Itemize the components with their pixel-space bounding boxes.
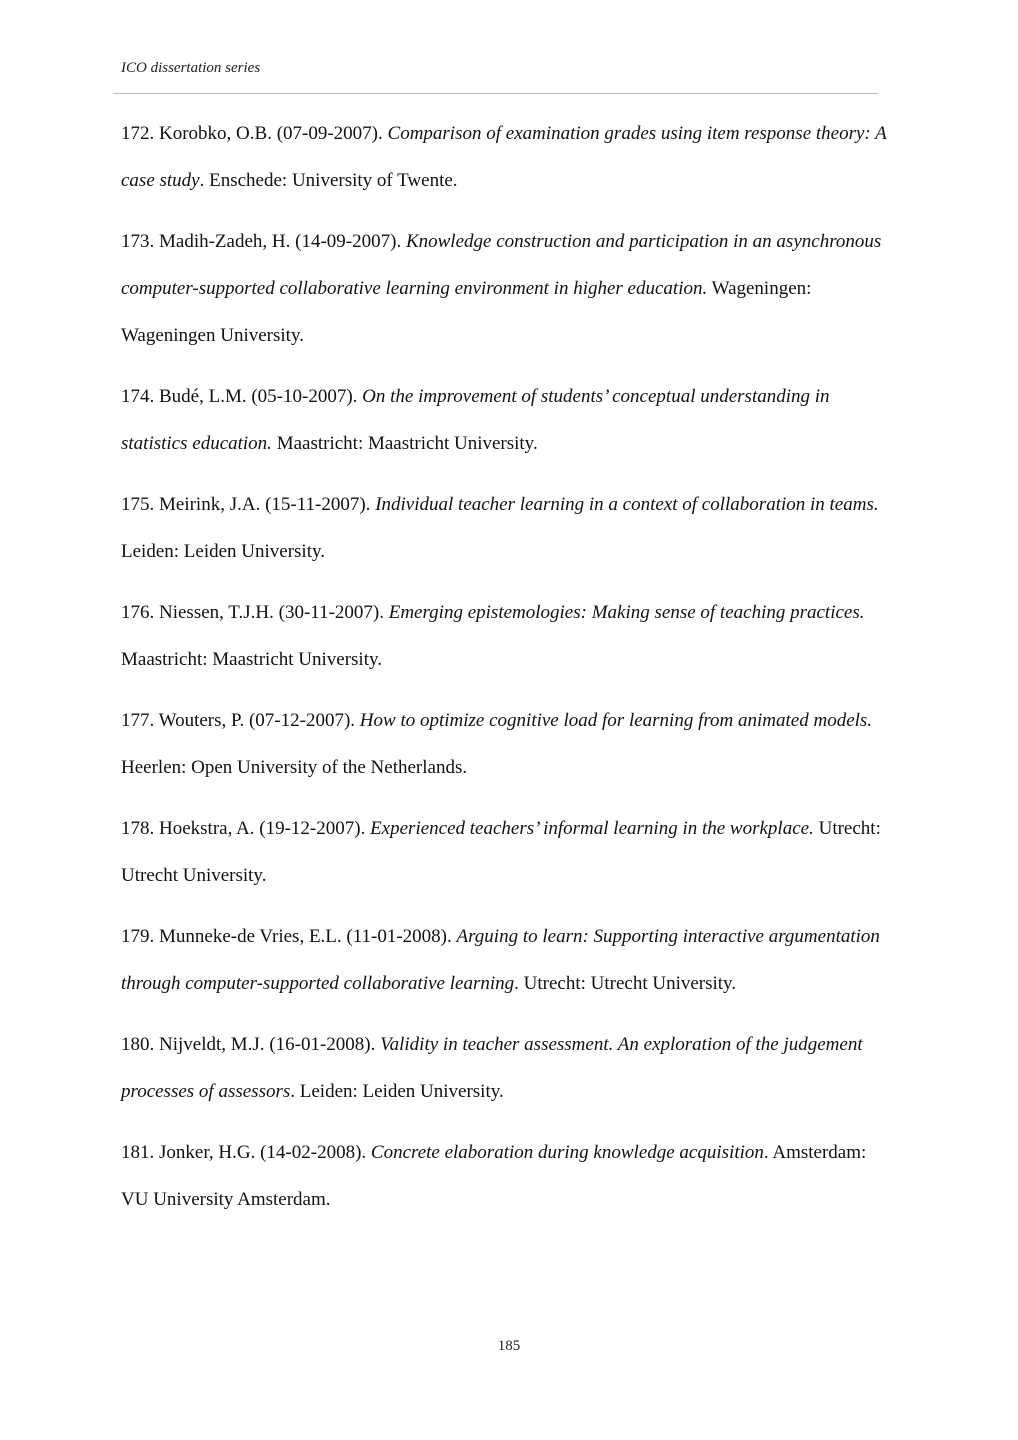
entry-publisher: Amsterdam: VU University Amsterdam. [121,1142,867,1210]
entry-title: Comparison of examination grades using item response theory: A case study [121,123,887,191]
entry-date: (07-09-2007). [276,123,383,144]
list-item [121,481,891,575]
entry-title: Concrete elaboration during knowledge acquisition [370,1142,764,1163]
entry-author: Madih-Zadeh, H. [159,231,291,252]
entry-title: Knowledge construction and participation in an asynchronous computer-supported collaborative learning environment in higher education. [121,231,882,299]
entry-number: 177. [121,710,155,731]
entry-number: 176. [121,602,155,623]
list-item [121,697,891,791]
entry-publisher: Utrecht: Utrecht University. [523,973,737,994]
entry-title-punctuation: . [763,1142,769,1163]
list-item [121,1021,891,1115]
entry-number: 173. [121,231,155,252]
entry-author: Hoekstra, A. [159,818,255,839]
entry-publisher: Leiden: Leiden University. [121,541,326,562]
entry-title: Validity in teacher assessment. An exploration of the judgement processes of assessors [121,1034,863,1102]
list-item [121,110,891,204]
entry-title: Individual teacher learning in a context of collaboration in teams. [375,494,879,515]
page-number: 185 [497,1338,521,1354]
entry-date: (14-02-2008). [260,1142,367,1163]
entry-date: (11-01-2008). [346,926,452,947]
list-item [121,218,891,359]
running-header: ICO dissertation series [121,60,261,76]
entry-number: 180. [121,1034,155,1055]
entry-date: (07-12-2007). [248,710,356,731]
entry-number: 172. [121,123,155,144]
entry-date: (05-10-2007). [251,386,358,407]
entry-number: 181. [121,1142,155,1163]
entry-title: On the improvement of students’ conceptual understanding in statistics education. [121,386,830,454]
list-item [121,1129,891,1223]
entry-number: 175. [121,494,155,515]
entry-number: 179. [121,926,155,947]
entry-publisher: Utrecht: Utrecht University. [121,818,881,886]
entry-number: 178. [121,818,155,839]
entry-date: (16-01-2008). [269,1034,376,1055]
entry-author: Korobko, O.B. [159,123,272,144]
entry-author: Nijveldt, M.J. [159,1034,265,1055]
entry-publisher: Maastricht: Maastricht University. [276,433,538,454]
entry-author: Budé, L.M. [159,386,247,407]
entry-date: (14-09-2007). [295,231,402,252]
entry-title-punctuation: . [199,170,205,191]
entry-author: Niessen, T.J.H. [159,602,274,623]
entry-publisher: Leiden: Leiden University. [299,1081,504,1102]
header-rule [113,93,878,94]
list-item [121,913,891,1007]
entry-author: Jonker, H.G. [159,1142,256,1163]
entry-title-punctuation: . [290,1081,295,1102]
entry-publisher: Heerlen: Open University of the Netherlands. [121,757,468,778]
entry-title-punctuation: . [514,973,519,994]
entry-title: Emerging epistemologies: Making sense of teaching practices. [388,602,865,623]
list-item [121,373,891,467]
entry-author: Meirink, J.A. [159,494,261,515]
entry-author: Wouters, P. [158,710,245,731]
entry-date: (19-12-2007). [259,818,366,839]
entry-title: Experienced teachers’ informal learning in the workplace. [370,818,814,839]
entry-author: Munneke-de Vries, E.L. [159,926,342,947]
entry-date: (15-11-2007). [265,494,371,515]
entry-publisher: Maastricht: Maastricht University. [121,649,383,670]
entry-publisher: Wageningen: Wageningen University. [121,278,812,346]
entry-publisher: Enschede: University of Twente. [209,170,458,191]
list-item [121,589,891,683]
dissertation-list [121,110,891,1237]
entry-date: (30-11-2007). [278,602,384,623]
entry-number: 174. [121,386,155,407]
list-item [121,805,891,899]
entry-title: Arguing to learn: Supporting interactive argumentation through computer-supported collaborative learning [121,926,880,994]
entry-title: How to optimize cognitive load for learning from animated models. [359,710,873,731]
